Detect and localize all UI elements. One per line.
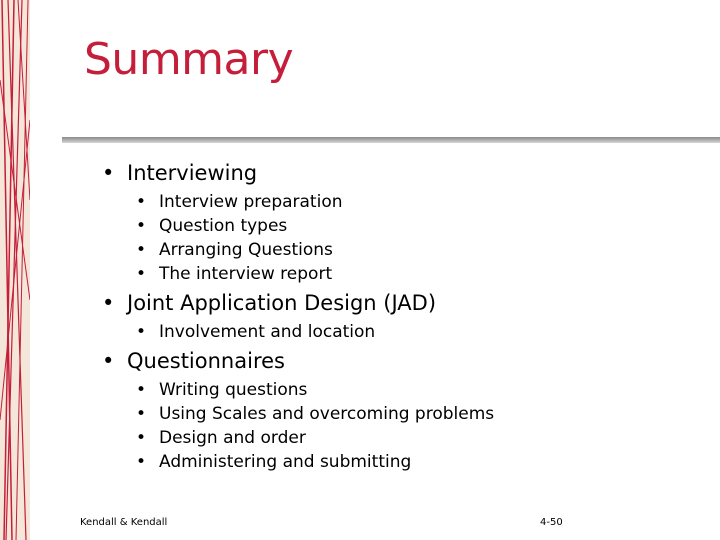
list-item: • Interview preparation [134,190,700,214]
side-stripe-pattern [0,0,30,540]
sub-list-jad [134,320,700,344]
list-item: • Administering and submitting [134,450,700,474]
bullet-list [100,160,700,478]
title-divider [62,137,720,143]
list-item: • Writing questions [134,378,700,402]
decorative-side-stripe [0,0,30,540]
sub-list-questionnaires [134,378,700,474]
list-item: • Using Scales and overcoming problems [134,402,700,426]
list-item: • Question types [134,214,700,238]
list-item: • Design and order [134,426,700,450]
list-item: • The interview report [134,262,700,286]
section-heading-questionnaires: • Questionnaires [100,348,700,374]
footer-author: Kendall & Kendall [80,517,168,528]
list-item: • Involvement and location [134,320,700,344]
section-heading-jad: • Joint Application Design (JAD) [100,290,700,316]
sub-list-interviewing [134,190,700,286]
list-item: • Arranging Questions [134,238,700,262]
slide-title: Summary [84,34,294,85]
section-heading-interviewing: • Interviewing [100,160,700,186]
footer-page-number: 4-50 [540,517,563,528]
